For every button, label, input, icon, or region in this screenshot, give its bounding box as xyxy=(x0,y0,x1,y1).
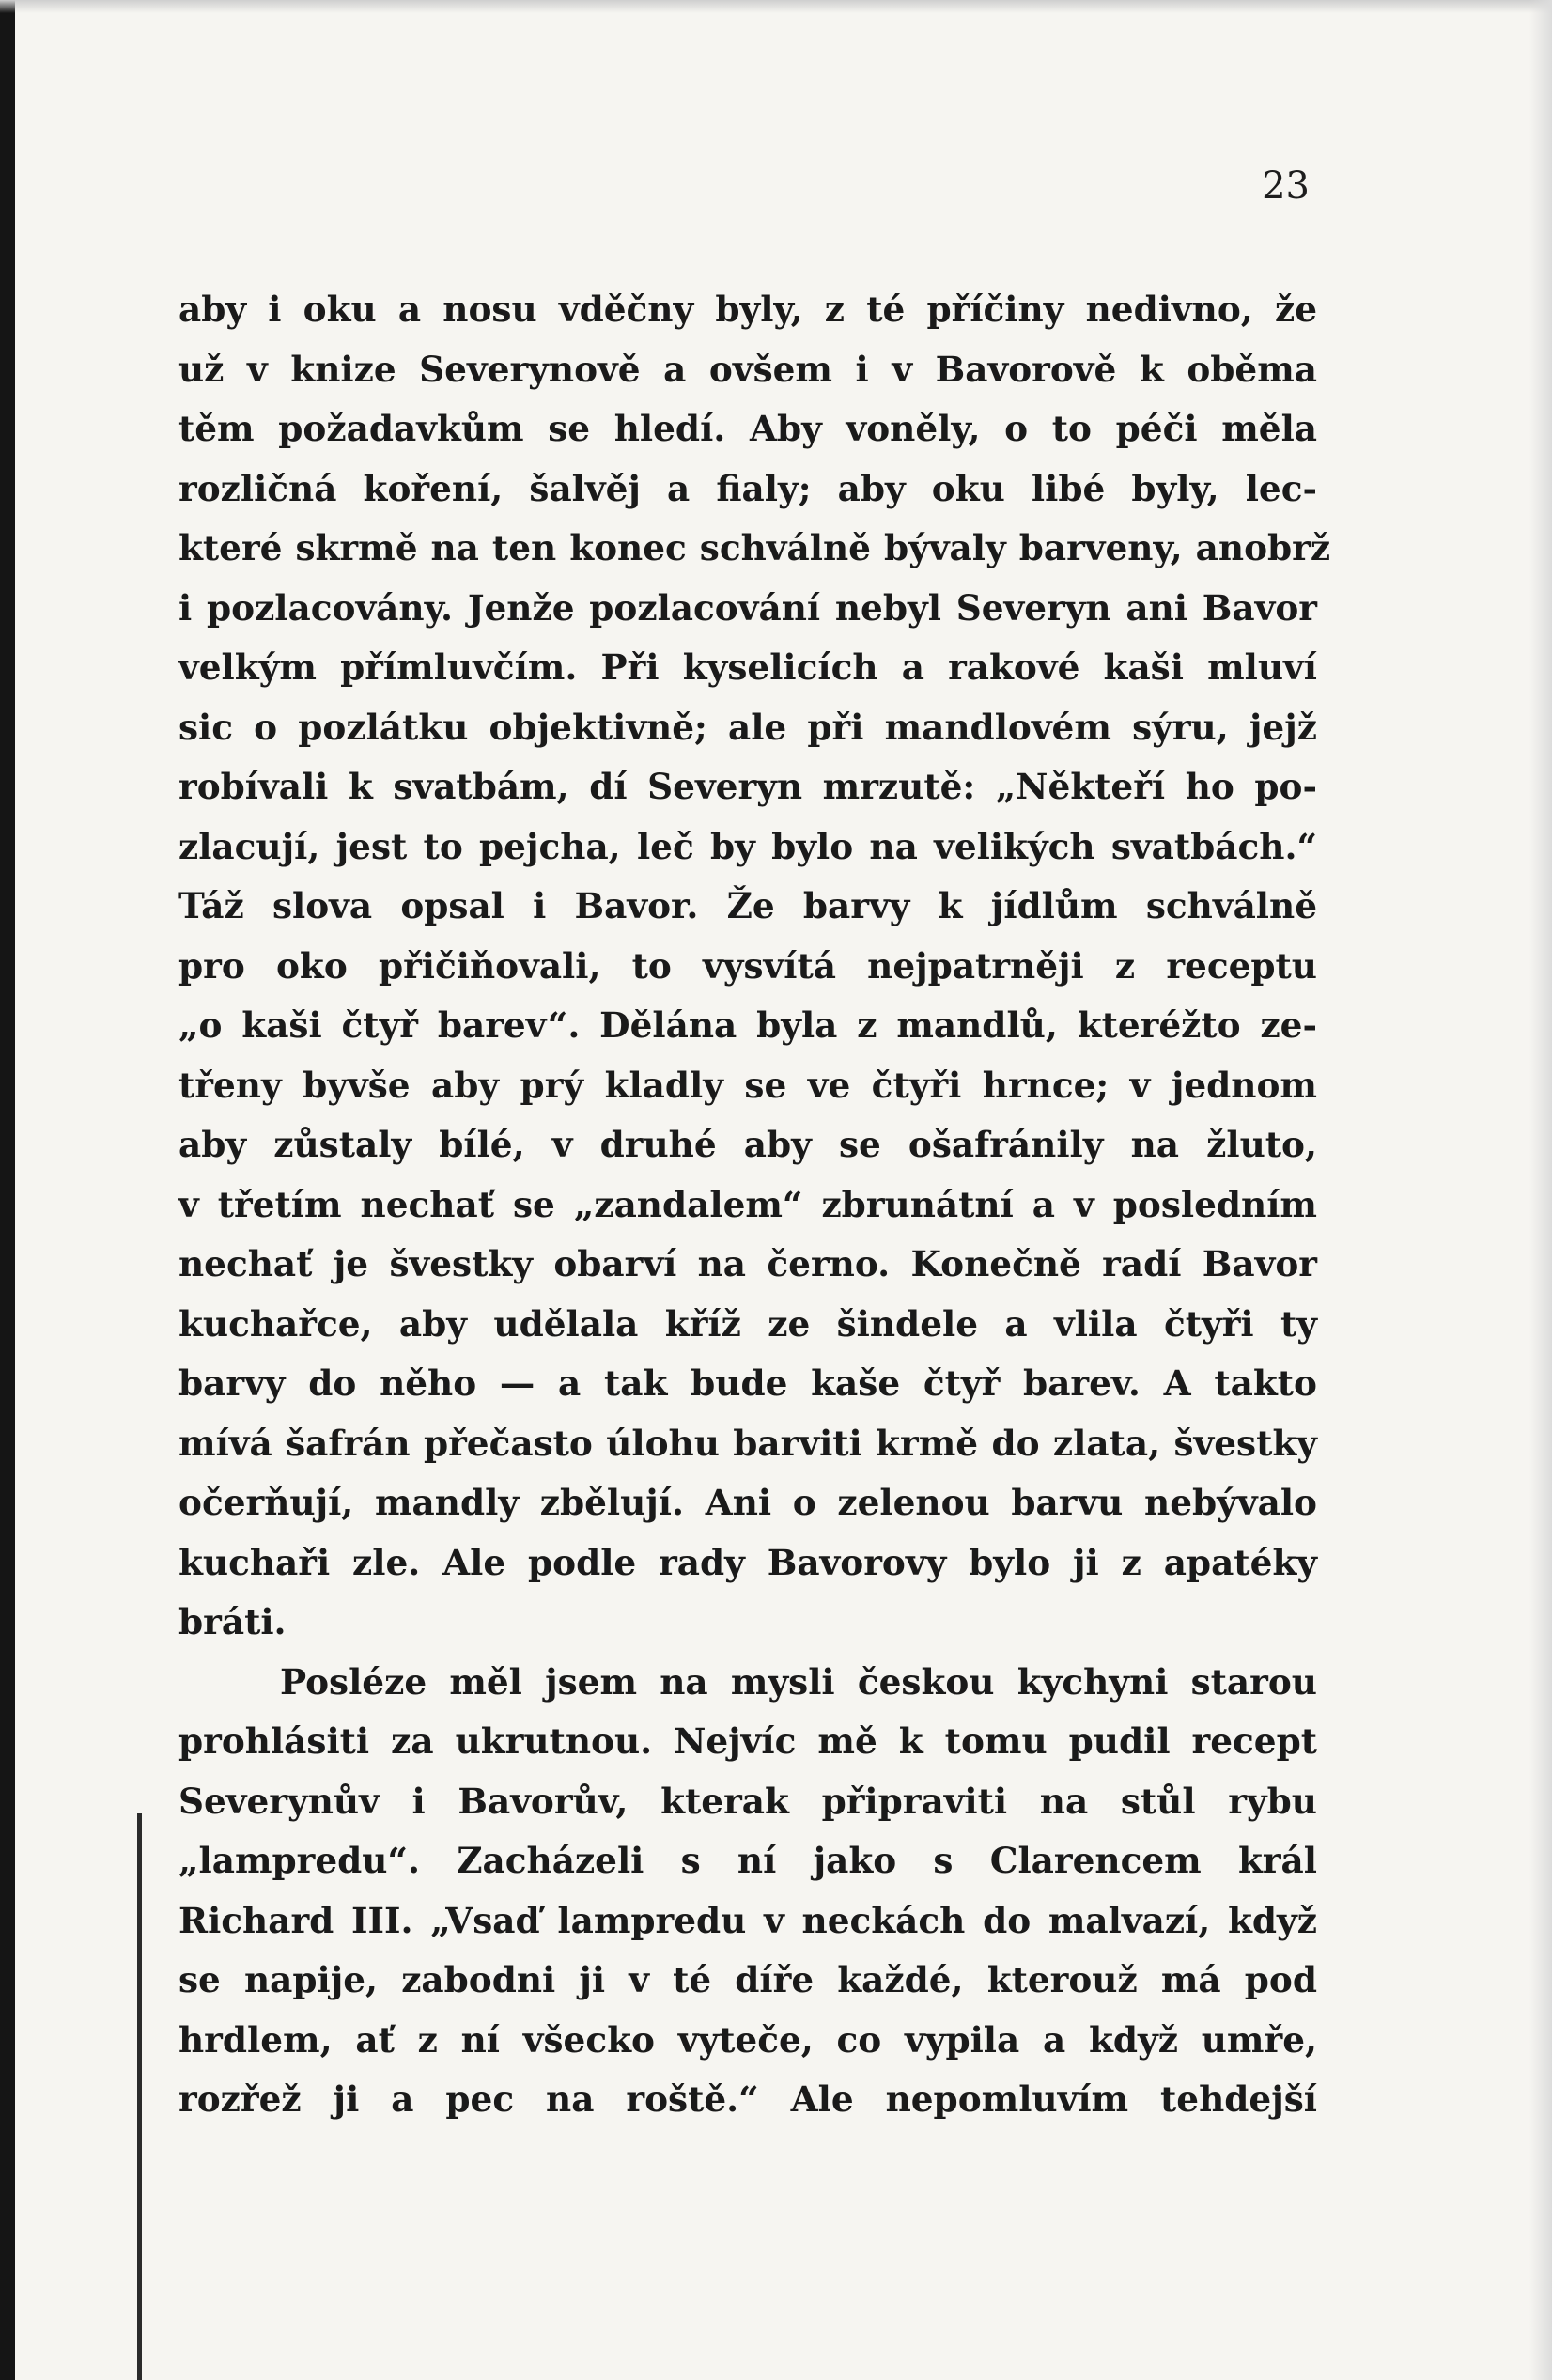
text-line: robívali k svatbám, dí Severyn mrzutě: „Někteří ho po- xyxy=(178,766,1317,807)
text-line: Richard III. „Vsaď lampredu v neckách do malvazí, když xyxy=(178,1899,1317,1941)
text-line: nechať je švestky obarví na černo. Konečně radí Bavor xyxy=(178,1243,1317,1284)
paragraph-1 xyxy=(178,280,1331,1653)
text-line: pro oko přičiňovali, to vysvítá nejpatrněji z receptu xyxy=(178,944,1317,987)
text-line: se napije, zabodni ji v té díře každé, kterouž má pod xyxy=(178,1959,1317,2000)
body-text xyxy=(178,280,1331,2130)
page-left-edge xyxy=(0,0,15,2380)
text-line: „lampredu“. Zacházeli s ní jako s Clarencem král xyxy=(178,1840,1317,1881)
text-line: barvy do něho — a tak bude kaše čtyř barev. A takto xyxy=(178,1362,1317,1404)
text-line: kuchaři zle. Ale podle rady Bavorovy bylo ji z apatéky xyxy=(178,1541,1317,1583)
page-right-shadow xyxy=(1529,0,1552,2380)
text-line: aby i oku a nosu vděčny byly, z té příčiny nedivno, že xyxy=(178,288,1317,330)
text-line: Severynův i Bavorův, kterak připraviti na stůl rybu xyxy=(178,1780,1317,1822)
text-line: třeny byvše aby prý kladly se ve čtyři hrnce; v jednom xyxy=(178,1064,1317,1106)
text-line: kuchařce, aby udělala kříž ze šindele a vlila čtyři ty xyxy=(178,1302,1317,1345)
margin-rule xyxy=(137,1813,142,2380)
text-line: už v knize Severynově a ovšem i v Bavorově k oběma xyxy=(178,348,1317,390)
text-line: zlacují, jest to pejcha, leč by bylo na velikých svatbách.“ xyxy=(178,825,1317,867)
text-line: sic o pozlátku objektivně; ale při mandlovém sýru, jejž xyxy=(178,706,1317,748)
text-line: velkým přímluvčím. Při kyselicích a rakové kaši mluví xyxy=(178,646,1317,688)
text-line: Táž slova opsal i Bavor. Že barvy k jídlům schválně xyxy=(178,885,1317,926)
text-line: Posléze měl jsem na mysli českou kychyni starou xyxy=(280,1660,1317,1703)
text-line: rozličná koření, šalvěj a fialy; aby oku libé byly, lec- xyxy=(178,467,1317,509)
text-line: které skrmě na ten konec schválně bývaly barveny, anobrž xyxy=(178,527,1331,568)
text-line: těm požadavkům se hledí. Aby voněly, o to péči měla xyxy=(178,408,1317,449)
text-line: očerňují, mandly zbělují. Ani o zelenou barvu nebývalo xyxy=(178,1482,1317,1523)
text-line: rozřež ji a pec na roště.“ Ale nepomluvím tehdejší xyxy=(178,2078,1317,2120)
page-top-shadow xyxy=(0,0,1552,13)
text-line: v třetím nechať se „zandalem“ zbrunátní a v posledním xyxy=(178,1183,1317,1225)
text-line: „o kaši čtyř barev“. Dělána byla z mandlů, kteréžto ze- xyxy=(178,1004,1317,1046)
text-line: i pozlacovány. Jenže pozlacování nebyl Severyn ani Bavor xyxy=(178,586,1317,629)
text-line: hrdlem, ať z ní všecko vyteče, co vypila a když umře, xyxy=(178,2018,1317,2061)
text-line: bráti. xyxy=(178,1601,287,1642)
text-line: mívá šafrán přečasto úlohu barviti krmě do zlata, švestky xyxy=(178,1422,1317,1464)
page-number: 23 xyxy=(1262,164,1310,208)
text-line: aby zůstaly bílé, v druhé aby se ošafránily na žluto, xyxy=(178,1124,1317,1165)
text-line: prohlásiti za ukrutnou. Nejvíc mě k tomu pudil recept xyxy=(178,1720,1317,1762)
paragraph-2 xyxy=(178,1653,1317,2130)
